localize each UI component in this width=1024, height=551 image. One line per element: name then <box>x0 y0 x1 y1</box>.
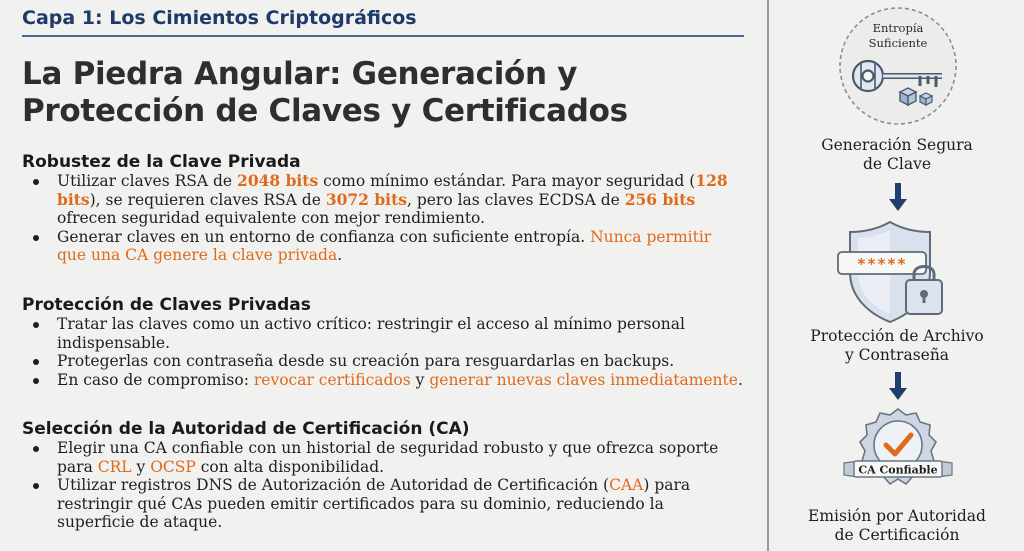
shield-icon <box>836 218 960 326</box>
highlight-text: revocar certificados <box>253 370 411 389</box>
page-title <box>22 56 742 130</box>
bullet-text: Generar claves en un entorno de confianza con suficiente entropía. <box>57 227 591 246</box>
section-ca-selection <box>22 419 744 532</box>
bullet-item <box>22 476 744 532</box>
bullet-text: como mínimo estándar. Para mayor seguridad ( <box>318 172 696 190</box>
bullet-item <box>22 228 744 265</box>
bullet-text: con alta disponibilidad. <box>195 457 385 476</box>
cube-icon <box>900 88 916 105</box>
highlight-text: 3072 bits <box>325 189 407 209</box>
bullet-text: Protegerlas con contraseña desde su creación para resguardarlas en backups. <box>57 352 675 370</box>
section-heading: Robustez de la Clave Privada <box>22 152 301 172</box>
bullet-text: y <box>410 370 430 389</box>
caption-line-2: de Clave <box>862 155 931 173</box>
section-heading: Selección de la Autoridad de Certificación (CA) <box>22 419 470 439</box>
section-heading: Protección de Claves Privadas <box>22 295 311 315</box>
bullet-text: Utilizar claves RSA de <box>57 172 238 190</box>
caption-line-2: y Contraseña <box>844 346 950 364</box>
arrow-down-icon <box>889 372 907 400</box>
bullet-list <box>22 439 744 532</box>
section-key-protection <box>22 295 744 389</box>
bullet-item <box>22 371 744 390</box>
bullet-list <box>22 315 744 389</box>
chapter-label: Capa 1: Los Cimientos Criptográficos <box>22 7 417 29</box>
main-content <box>22 0 744 551</box>
bullet-item <box>22 439 744 476</box>
highlight-text: generar nuevas claves inmediatamente <box>429 370 738 389</box>
highlight-text: 2048 bits <box>237 171 319 190</box>
title-line-1: La Piedra Angular: Generación y <box>22 56 578 92</box>
caption-line-1: Emisión por Autoridad <box>808 507 986 525</box>
caption-line-1: Generación Segura <box>821 136 973 154</box>
bullet-list <box>22 172 744 265</box>
highlight-text: CAA <box>609 476 644 494</box>
bullet-text: , pero las claves ECDSA de <box>406 190 625 209</box>
bullet-text: y <box>131 457 151 476</box>
title-line-2: Protección de Claves y Certificados <box>22 93 628 129</box>
bullet-text: Elegir una CA confiable con un historial de seguridad robusto y que ofrezca soporte para <box>57 439 719 476</box>
bullet-text: ), se requieren claves RSA de <box>89 190 326 209</box>
step-3-caption <box>770 507 1024 545</box>
highlight-text: OCSP <box>150 457 196 476</box>
column-divider <box>767 0 769 551</box>
caption-line-1: Protección de Archivo <box>810 327 984 345</box>
highlight-text: CRL <box>97 457 132 476</box>
step-2-caption <box>770 327 1024 365</box>
bullet-item <box>22 172 744 228</box>
bullet-item <box>22 315 744 352</box>
caption-line-2: de Certificación <box>834 526 960 544</box>
badge-text-line-1: Entropía <box>872 21 924 35</box>
bullet-text: ofrecen seguridad equivalente con mejor rendimiento. <box>57 209 486 227</box>
password-mask: ***** <box>856 255 908 273</box>
highlight-text: 128 bits <box>57 171 728 209</box>
bullet-text: ) para restringir qué CAs pueden emitir certificados para su dominio, reduciendo la superficie de ataque. <box>57 476 691 531</box>
highlight-text: Nunca permitir que una CA genere la clave privada <box>57 227 712 264</box>
bullet-text: . <box>737 370 743 389</box>
bullet-text: . <box>337 246 343 264</box>
entropy-badge <box>832 4 964 128</box>
bullet-text: En caso de compromiso: <box>57 370 254 389</box>
process-flow <box>770 0 1024 551</box>
bullet-text: Tratar las claves como un activo crítico: restringir el acceso al mínimo personal indispensable. <box>57 315 685 352</box>
chapter-rule <box>22 35 744 37</box>
bullet-text: Utilizar registros DNS de Autorización de Autoridad de Certificación ( <box>57 476 610 494</box>
ca-seal-icon <box>840 405 956 501</box>
seal-label: CA Confiable <box>858 463 938 477</box>
step-1-caption <box>770 136 1024 174</box>
highlight-text: 256 bits <box>624 189 696 209</box>
arrow-down-icon <box>889 183 907 211</box>
section-key-robustness <box>22 152 744 265</box>
cube-icon <box>920 93 932 105</box>
bullet-item <box>22 352 744 371</box>
badge-text-line-2: Suficiente <box>868 36 928 50</box>
